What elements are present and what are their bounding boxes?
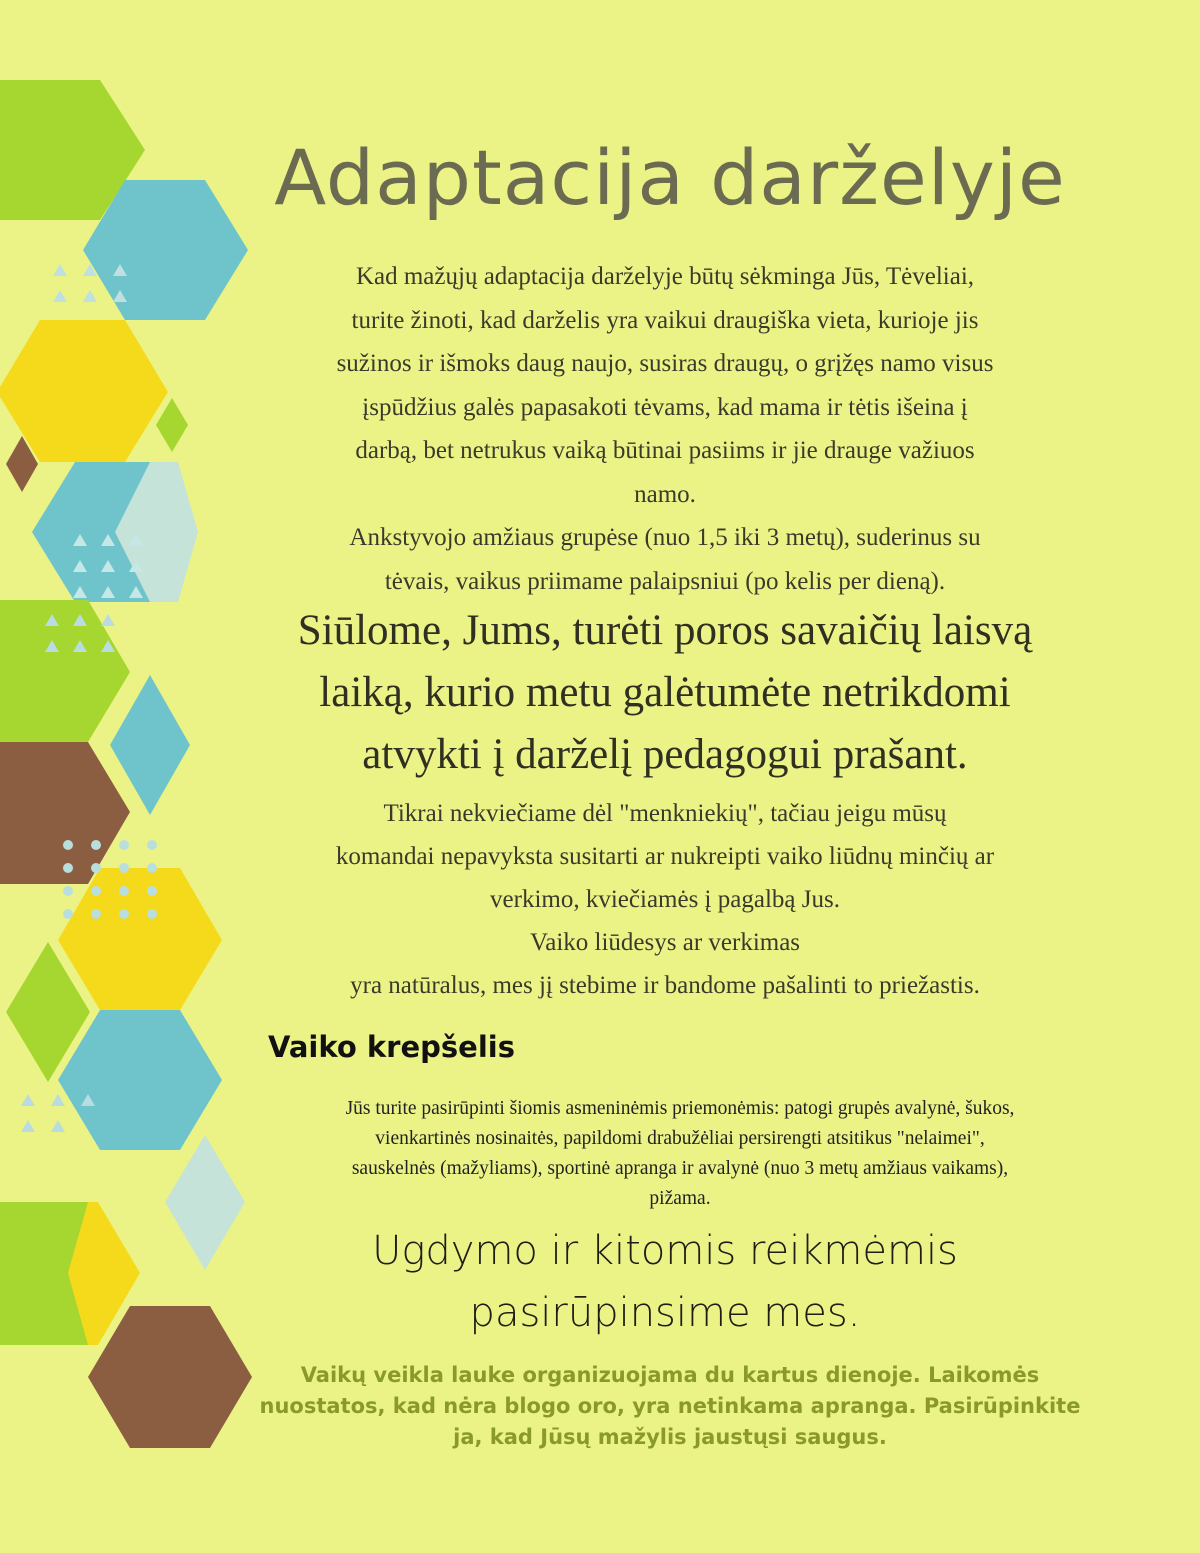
intro-line: darbą, bet netrukus vaiką būtinai pasiims ir jie drauge važiuos (355, 437, 975, 464)
outdoor-line: Vaikų veikla lauke organizuojama du kartus dienoje. Laikomės (300, 1363, 1040, 1387)
basket-paragraph (250, 1094, 1110, 1214)
invite-line: Tikrai nekviečiame dėl "menkniekių", tačiau jeigu mūsų (383, 800, 947, 827)
hexagon-yellow (58, 868, 222, 1010)
intro-line: įspūdžius galės papasakoti tėvams, kad mama ir tėtis išeina į (362, 393, 968, 421)
invite-line: yra natūralus, mes jį stebime ir bandome pašalinti to priežastis. (350, 972, 980, 999)
intro-line: sužinos ir išmoks daug naujo, susiras draugų, o grįžęs namo visus (336, 350, 994, 377)
highlight-line: Siūlome, Jums, turėti poros savaičių laisvą (297, 607, 1033, 654)
diamond-pale-blue (165, 1135, 245, 1270)
intro-paragraph (230, 255, 1100, 603)
education-line: Ugdymo ir kitomis reikmėmis (372, 1228, 958, 1274)
intro-line: turite žinoti, kad darželis yra vaikui draugiška vieta, kurioje jis (351, 306, 979, 334)
invite-line: Vaiko liūdesys ar verkimas (529, 929, 801, 956)
page-title: Adaptacija darželyje (274, 133, 1066, 222)
basket-line: vienkartinės nosinaitės, papildomi drabužėliai persirengti atsitikus "nelaimei", (375, 1128, 985, 1149)
hexagon-brown (88, 1306, 252, 1448)
invite-paragraph (230, 792, 1100, 1007)
invite-line: verkimo, kviečiamės į pagalbą Jus. (490, 886, 840, 913)
outdoor-line: nuostatos, kad nėra blogo oro, yra netinkama apranga. Pasirūpinkite (259, 1394, 1081, 1418)
basket-line: pižama. (649, 1188, 711, 1209)
basket-line: sauskelnės (mažyliams), sportinė apranga ir avalynė (nuo 3 metų amžiaus vaikams), (351, 1158, 1009, 1179)
intro-line: Ankstyvojo amžiaus grupėse (nuo 1,5 iki 3 metų), suderinus su (349, 524, 981, 551)
education-paragraph (300, 1220, 1030, 1344)
hexagon-brown (0, 742, 130, 884)
decorative-hexagon-pattern (0, 0, 260, 1553)
outdoor-line: ja, kad Jūsų mažylis jaustųsi saugus. (453, 1425, 887, 1449)
highlight-line: laiką, kurio metu galėtumėte netrikdomi (319, 669, 1011, 716)
education-line: pasirūpinsime mes. (469, 1290, 861, 1336)
hexagon-teal (58, 1010, 222, 1150)
intro-line: tėvais, vaikus priimame palaipsniui (po kelis per dieną). (384, 567, 946, 595)
diamond-teal (110, 675, 190, 815)
basket-line: Jūs turite pasirūpinti šiomis asmeninėmis priemonėmis: patogi grupės avalynė, šukos, (345, 1098, 1015, 1119)
highlight-line: atvykti į darželį pedagogui prašant. (362, 731, 968, 778)
highlight-paragraph (225, 600, 1105, 786)
intro-line: Kad mažųjų adaptacija darželyje būtų sėkminga Jūs, Tėveliai, (355, 263, 975, 290)
diamond-lime (156, 398, 188, 452)
intro-line: namo. (634, 480, 696, 508)
outdoor-paragraph (250, 1360, 1090, 1453)
hexagon-yellow (0, 320, 168, 462)
basket-heading: Vaiko krepšelis (268, 1030, 515, 1064)
invite-line: komandai nepavyksta susitarti ar nukreipti vaiko liūdnų minčių ar (335, 843, 995, 870)
